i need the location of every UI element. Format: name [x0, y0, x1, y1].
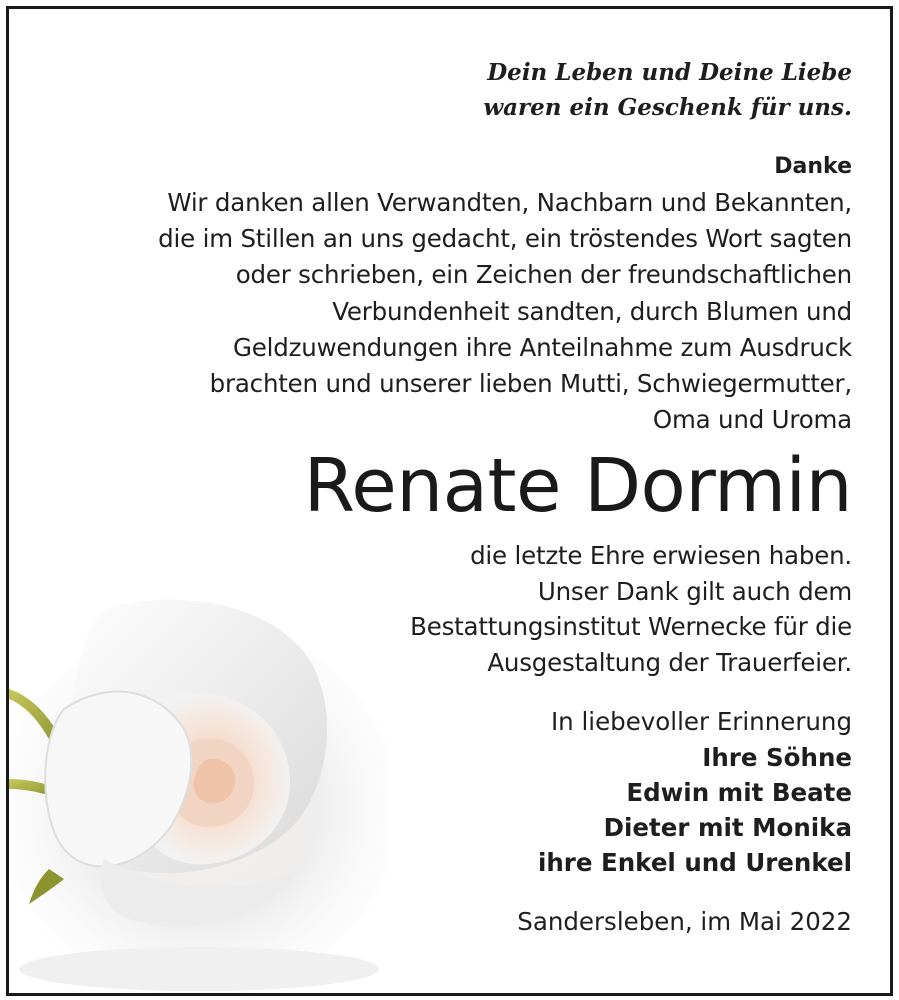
thanks-paragraph — [32, 185, 852, 438]
remembrance-line: In liebevoller Erinnerung — [550, 707, 852, 737]
text-line: Verbundenheit sandten, durch Blumen und — [332, 296, 852, 326]
family-member: ihre Enkel und Urenkel — [537, 848, 852, 878]
text-line: Bestattungsinstitut Wernecke für die — [410, 612, 852, 642]
text-line: Ausgestaltung der Trauerfeier. — [487, 647, 852, 677]
motto-line: waren ein Geschenk für uns. — [483, 94, 852, 121]
after-paragraph — [32, 538, 852, 680]
family-member: Ihre Söhne — [702, 742, 852, 772]
family-signature — [32, 704, 852, 880]
place-date: Sandersleben, im Mai 2022 — [517, 907, 852, 937]
deceased-name: Renate Dormin — [303, 443, 852, 530]
family-member: Edwin mit Beate — [626, 777, 852, 807]
text-line: die im Stillen an uns gedacht, ein tröstendes Wort sagten — [158, 224, 852, 254]
motto — [32, 55, 852, 125]
obituary-card — [6, 6, 893, 996]
text-line: Unser Dank gilt auch dem — [537, 576, 852, 606]
motto-line: Dein Leben und Deine Liebe — [487, 59, 852, 86]
thanks-heading: Danke — [774, 154, 852, 179]
text-line: Geldzuwendungen ihre Anteilnahme zum Ausdruck — [232, 332, 852, 362]
text-line: oder schrieben, ein Zeichen der freundschaftlichen — [235, 260, 852, 290]
text-line: brachten und unserer lieben Mutti, Schwiegermutter, — [209, 369, 852, 399]
family-member: Dieter mit Monika — [603, 813, 852, 843]
text-line: Oma und Uroma — [652, 405, 852, 435]
obituary-text — [32, 9, 852, 940]
text-line: Wir danken allen Verwandten, Nachbarn und Bekannten, — [167, 188, 852, 217]
text-line: die letzte Ehre erwiesen haben. — [470, 541, 852, 571]
